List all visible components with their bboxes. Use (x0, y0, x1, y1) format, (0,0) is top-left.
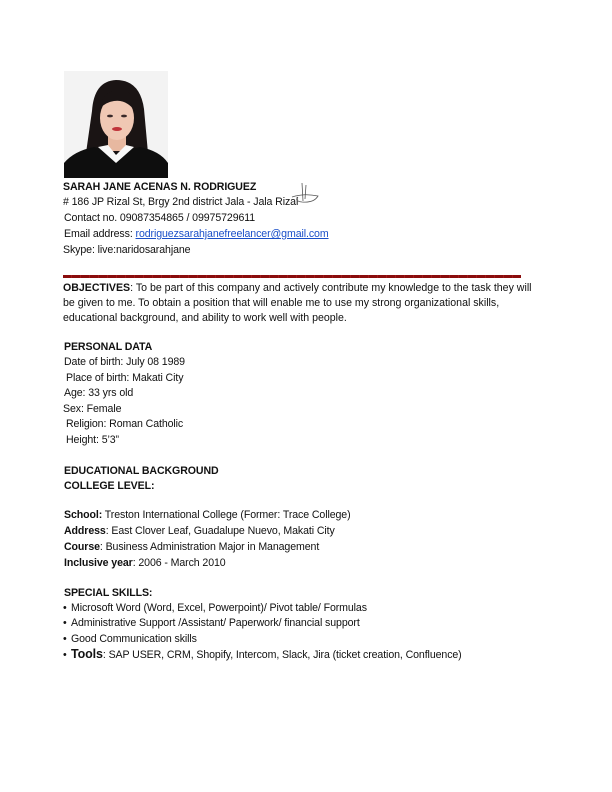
email-line (64, 227, 329, 242)
course-label: Course (64, 541, 100, 553)
sex: Sex: Female (63, 403, 122, 415)
course-value: : Business Administration Major in Management (99, 541, 320, 553)
email-label: Email address: (64, 228, 136, 240)
education-heading: EDUCATIONAL BACKGROUND (64, 465, 219, 477)
date-of-birth: Date of birth: July 08 1989 (64, 356, 185, 368)
signature-mark (288, 181, 322, 212)
objectives-text: : To be part of this company and actively contribute my knowledge to the task they will be given to me. To obtain a position that will enable me to use my strong organizational skills, educational background, and ability to work well with people. (63, 282, 532, 324)
section-divider (63, 275, 521, 278)
tools-label: Tools (71, 647, 103, 661)
skill-text: Administrative Support /Assistant/ Paperwork/ financial support (71, 617, 360, 629)
skill-item-tools (63, 647, 462, 663)
school-address-label: Address (64, 525, 106, 537)
email-link[interactable]: rodriguezsarahjanefreelancer@gmail.com (135, 228, 329, 240)
school-line (64, 508, 351, 523)
skill-text: Good Communication skills (71, 633, 197, 645)
inclusive-year-line (64, 556, 226, 571)
skill-item (63, 616, 360, 631)
bullet-icon: • (63, 617, 67, 629)
personal-data-heading: PERSONAL DATA (64, 341, 153, 353)
objectives-label: OBJECTIVES (63, 282, 131, 294)
height: Height: 5’3” (66, 434, 119, 446)
place-of-birth: Place of birth: Makati City (66, 372, 184, 384)
skype-id: Skype: live:naridosarahjane (63, 244, 191, 256)
bullet-icon: • (63, 649, 67, 661)
course-line (64, 540, 319, 555)
special-skills-heading: SPECIAL SKILLS: (64, 587, 153, 599)
home-address: # 186 JP Rizal St, Brgy 2nd district Jala - Jala Rizal (63, 196, 299, 208)
bullet-icon: • (63, 602, 67, 614)
inclusive-year-label: Inclusive year (64, 557, 133, 569)
religion: Religion: Roman Catholic (66, 418, 184, 430)
portrait-image (64, 71, 168, 178)
school-label: School: (64, 509, 103, 521)
signature-icon (288, 181, 322, 207)
skill-text: Microsoft Word (Word, Excel, Powerpoint)/ Pivot table/ Formulas (71, 602, 367, 614)
skill-item (63, 601, 367, 616)
school-address-line (64, 524, 335, 539)
inclusive-year-value: : 2006 - March 2010 (132, 557, 226, 569)
objectives-paragraph (63, 281, 533, 326)
college-level-heading: COLLEGE LEVEL: (64, 480, 155, 492)
skill-item (63, 632, 197, 647)
school-address-value: : East Clover Leaf, Guadalupe Nuevo, Makati City (105, 525, 335, 537)
bullet-icon: • (63, 633, 67, 645)
age: Age: 33 yrs old (64, 387, 134, 399)
tools-text: : SAP USER, CRM, Shopify, Intercom, Slack, Jira (ticket creation, Confluence) (102, 649, 462, 661)
candidate-name: SARAH JANE ACENAS N. RODRIGUEZ (63, 181, 257, 193)
profile-photo (64, 71, 168, 178)
school-value: Treston International College (Former: Trace College) (102, 509, 351, 521)
contact-number: Contact no. 09087354865 / 09975729611 (64, 212, 256, 224)
